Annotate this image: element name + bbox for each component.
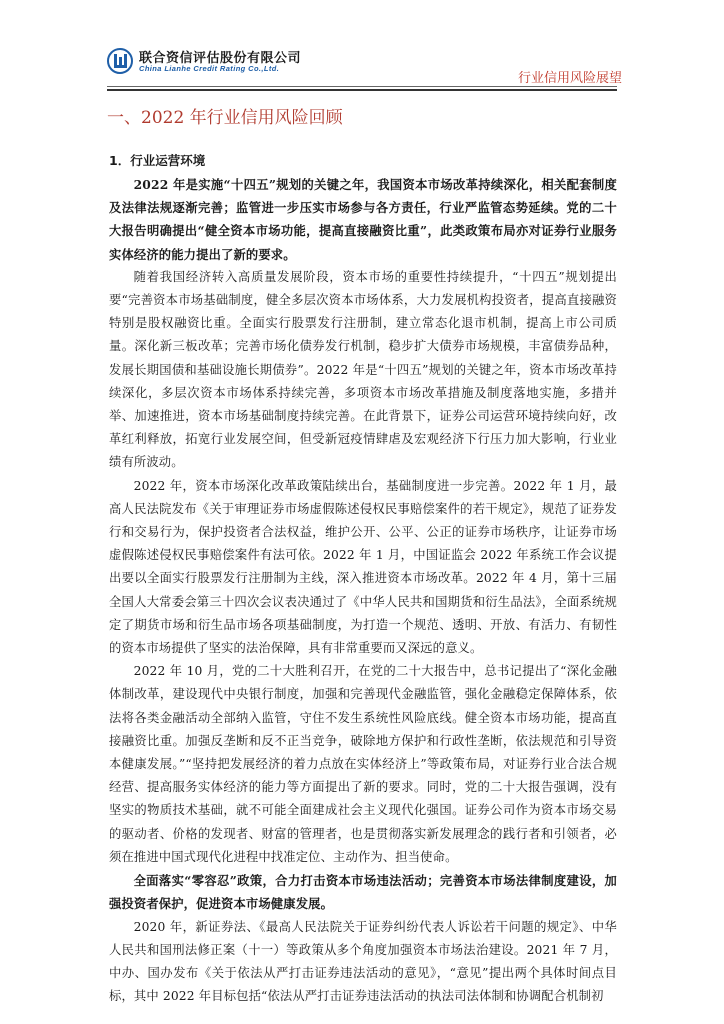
report-type-label: 行业信用风险展望 <box>517 71 622 86</box>
section-title: 一、2022 年行业信用风险回顾 <box>107 108 343 128</box>
body-paragraph: 2022 年，资本市场深化改革政策陆续出台，基础制度进一步完善。2022 年 1 月，最高人民法院发布《关于审理证券市场虚假陈述侵权民事赔偿案件的若干规定》，规范了证券发行和交易行为，保护投资者合法权益，维护公开、公平、公正的证券市场秩序，让证券市场虚假陈述侵权民事赔偿案件有法可依。2022 年 1 月，中国证监会 2022 年系统工作会议提出要以全面实行股票发行注册制为主线，深入推进资本市场改革。2022 年 4 月，第十三届全国人大常委会第三十四次会议表决通过了《中华人民共和国期货和衍生品法》，全面系统规定了期货市场和衍生品市场各项基础制度，为打造一个规范、透明、开放、有活力、有韧性的资本市场提供了坚实的法治保障，具有非常重要而又深远的意义。 <box>109 478 617 656</box>
body-paragraph: 随着我国经济转入高质量发展阶段，资本市场的重要性持续提升，“十四五”规划提出要“完善资本市场基础制度，健全多层次资本市场体系，大力发展机构投资者，提高直接融资特别是股权融资比重。全面实行股票发行注册制，建立常态化退市机制，提高上市公司质量。深化新三板改革；完善市场化债券发行机制，稳步扩大债券市场规模，丰富债券品种，发展长期国债和基础设施长期债券”。2022 年是“十四五”规划的关键之年，资本市场改革持续深化，多层次资本市场体系持续完善，多项资本市场改革措施及制度落地实施，多措并举、加速推进，资本市场基础制度持续完善。在此背景下，证券公司运营环境持续向好，改革红利释放，拓宽行业发展空间，但受新冠疫情肆虐及宏观经济下行压力加大影响，行业业绩有所波动。 <box>109 269 617 470</box>
subsection-heading: 1．行业运营环境 <box>109 153 206 168</box>
company-name-en: China Lianhe Credit Rating Co.,Ltd. <box>139 64 280 73</box>
header-divider-thick <box>107 89 617 91</box>
summary-paragraph: 2022 年是实施“十四五”规划的关键之年，我国资本市场改革持续深化，相关配套制度及法律法规逐渐完善；监管进一步压实市场参与各方责任，行业严监管态势延续。党的二十大报告明确提出“健全资本市场功能，提高直接融资比重”，此类政策布局亦对证券行业服务实体经济的能力提出了新的要求。 <box>109 177 617 262</box>
document-body <box>109 152 617 1008</box>
lianhe-logo-icon <box>107 48 133 74</box>
body-paragraph: 2022 年 10 月，党的二十大胜利召开，在党的二十大报告中，总书记提出了“深化金融体制改革，建设现代中央银行制度，加强和完善现代金融监管，强化金融稳定保障体系，依法将各类金融活动全部纳入监管，守住不发生系统性风险底线。健全资本市场功能，提高直接融资比重。加强反垄断和反不正当竞争，破除地方保护和行政性垄断，依法规范和引导资本健康发展。”“坚持把发展经济的着力点放在实体经济上”等政策布局，对证券行业合法合规经营、提高服务实体经济的能力等方面提出了新的要求。同时，党的二十大报告强调，没有坚实的物质技术基础，就不可能全面建成社会主义现代化强国。证券公司作为资本市场交易的驱动者、价格的发现者、财富的管理者，也是贯彻落实新发展理念的践行者和引领者，必须在推进中国式现代化进程中找准定位、主动作为、担当使命。 <box>109 664 617 864</box>
header-divider <box>107 86 617 87</box>
summary-paragraph: 全面落实“零容忍”政策，合力打击资本市场违法活动；完善资本市场法律制度建设，加强投资者保护，促进资本市场健康发展。 <box>109 873 617 912</box>
company-name-cn: 联合资信评估股份有限公司 <box>139 51 302 66</box>
page-header <box>0 0 724 92</box>
body-paragraph: 2020 年，新证券法、《最高人民法院关于证券纠纷代表人诉讼若干问题的规定》、中华人民共和国刑法修正案（十一）等政策从多个角度加强资本市场法治建设。2021 年 7 月，中办、国办发布《关于依法从严打击证券违法活动的意见》，“意见”提出两个具体时间点目标，其中 2022 年目标包括“依法从严打击证券违法活动的执法司法体制和协调配合机制初 <box>109 919 617 1004</box>
